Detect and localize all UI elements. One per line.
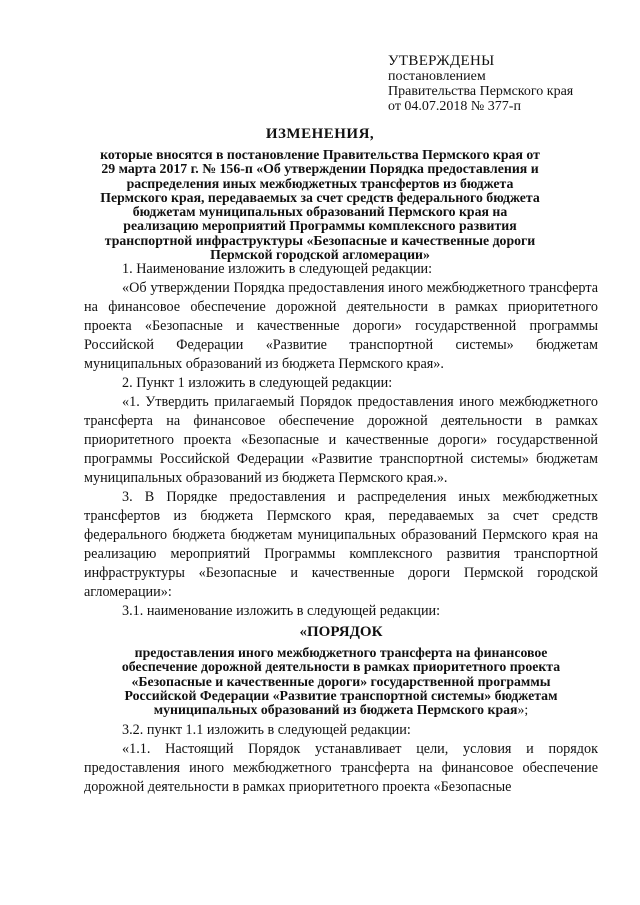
paragraph: «1. Утвердить прилагаемый Порядок предоставления иного межбюджетного трансферта на финансовое обеспечение дорожной деятельности в рамках приоритетного проекта «Безопасные и качественные дороги» государственной программы Российской Федерации «Развитие транспортной системы» бюджетам муниципальных образований из бюджета Пермского края.».	[84, 394, 598, 486]
approval-line: постановлением	[388, 69, 486, 84]
approval-heading: УТВЕРЖДЕНЫ	[388, 53, 495, 69]
paragraph: 3.1. наименование изложить в следующей редакции:	[122, 603, 441, 619]
paragraph: 3. В Порядке предоставления и распределения иных межбюджетных трансфертов из бюджета Пермского края, передаваемых за счет средств федерального бюджета бюджетам муниципальных образований Пермского края на реализацию мероприятий Программы комплексного развития транспортной инфраструктуры «Безопасные и качественные дороги Пермской городской агломерации»:	[84, 489, 598, 600]
approval-line: Правительства Пермского края	[388, 84, 574, 99]
approval-date: от 04.07.2018 № 377-п	[388, 99, 521, 114]
document-body	[84, 260, 598, 797]
paragraph: 2. Пункт 1 изложить в следующей редакции:	[122, 375, 393, 391]
paragraph: «1.1. Настоящий Порядок устанавливает цели, условия и порядок предоставления иного межбюджетного трансферта на финансовое обеспечение дорожной деятельности в рамках приоритетного проекта «Безопасные	[84, 741, 598, 796]
document-subtitle: которые вносятся в постановление Правительства Пермского края от 29 марта 2017 г. № 156-п «Об утверждении Порядка предоставления и распределения иных межбюджетных трансфертов из бюджета Пермского края, передаваемых за счет средств федерального бюджета бюджетам муниципальных образований Пермского края на реализацию мероприятий Программы комплексного развития транспортной инфраструктуры «Безопасные и качественные дороги Пермской городской агломерации»	[100, 147, 540, 263]
paragraph: 3.2. пункт 1.1 изложить в следующей редакции:	[122, 722, 411, 739]
document-title: ИЗМЕНЕНИЯ,	[265, 126, 375, 142]
paragraph: «Об утверждении Порядка предоставления иного межбюджетного трансферта на финансовое обеспечение дорожной деятельности в рамках приоритетного проекта «Безопасные и качественные дороги» государственной программы Российской Федерации «Развитие транспортной системы» бюджетам муниципальных образований из бюджета Пермского края».	[84, 280, 598, 372]
procedure-subheading	[84, 646, 598, 717]
procedure-heading: «ПОРЯДОК	[299, 624, 383, 640]
approval-stamp	[388, 54, 573, 114]
paragraph: 1. Наименование изложить в следующей редакции:	[122, 261, 433, 277]
procedure-subheading-suffix: »;	[517, 702, 529, 718]
procedure-subheading-text: предоставления иного межбюджетного трансферта на финансовое обеспечение дорожной деятельности в рамках приоритетного проекта «Безопасные и качественные дороги» государственной программы Российской Федерации «Развитие транспортной системы» бюджетам муниципальных образований из бюджета Пермского края	[121, 645, 561, 718]
